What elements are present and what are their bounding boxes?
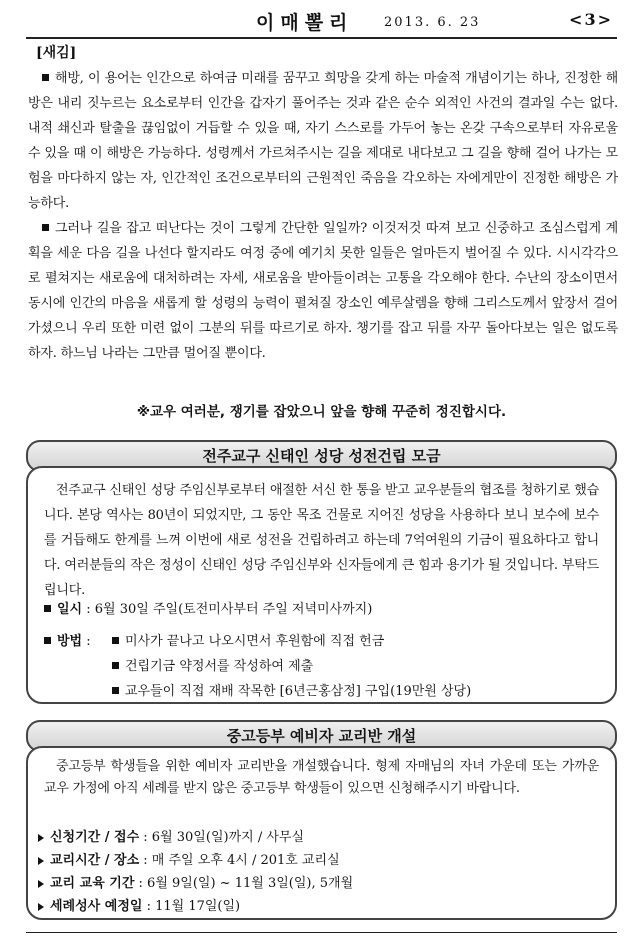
method-item: 미사가 끝나고 나오시면서 후원함에 직접 헌금 <box>112 630 384 649</box>
square-bullet-icon <box>44 637 51 644</box>
header-divider <box>26 37 617 39</box>
newsletter-title: 이매뽈리 <box>256 12 354 34</box>
square-bullet-icon <box>112 687 119 694</box>
square-bullet-icon <box>42 224 49 231</box>
notice2-item: 교리시간 / 장소 : 매 주일 오후 4시 / 201호 교리실 <box>38 849 340 868</box>
page-header <box>26 6 617 36</box>
notice2-title: 중고등부 예비자 교리반 개설 <box>26 720 617 752</box>
square-bullet-icon <box>44 605 51 612</box>
square-bullet-icon <box>112 637 119 644</box>
section-label: [새김] <box>36 45 77 61</box>
notice2-item: 세례성사 예정일 : 11월 17일(일) <box>38 895 240 914</box>
notice2-body: 중고등부 학생들을 위한 예비자 교리반을 개설했습니다. 형제 자매님의 자녀 가운데 또는 가까운 교우 가정에 아직 세례를 받지 않은 중고등부 학생들이 있으면 신청해주시기 바랍니다. <box>44 759 599 796</box>
notice2-item: 신청기간 / 접수 : 6월 30일(일)까지 / 사무실 <box>38 826 304 845</box>
notice1-date-row <box>44 598 372 617</box>
square-bullet-icon <box>42 74 49 81</box>
reflection-paragraph: 해방, 이 용어는 인간으로 하여금 미래를 꿈꾸고 희망을 갖게 하는 마술적 개념이기는 하나, 진정한 해방은 내리 짓누르는 요소로부터 인간을 갑자기 풀어주는 것과 같은 순수 외적인 사건의 결과일 수는 없다. 내적 쇄신과 탈출을 끊임없이 거듭할 수 있을 때, 자기 스스로를 가두어 놓는 온갖 구속으로부터 자유로울 수 있을 때 이 해방은 가능하다. 성령께서 가르쳐주시는 길을 제대로 내다보고 그 길을 향해 걸어 나가는 모험을 마다하지 않는 자, 인간적인 조건으로부터의 근원적인 죽음을 각오하는 자에게만이 진정한 해방은 가능하다. <box>28 71 618 211</box>
method-label: 방법 <box>57 634 83 649</box>
date-label: 일시 <box>57 602 83 617</box>
reflection-paragraph: 그러나 길을 잡고 떠난다는 것이 그렇게 간단한 일일까? 이것저것 따져 보고 신중하고 조심스럽게 계획을 세운 다음 길을 나선다 할지라도 여정 중에 예기치 못한 일들은 얼마든지 벌어질 수 있다. 시시각각으로 펼쳐지는 새로움에 대처하려는 자세, 새로움을 받아들이려는 고통을 각오해야 한다. 수난의 장소이면서 동시에 인간의 마음을 새롭게 할 성령의 능력이 펼쳐질 장소인 예루살렘을 향해 그리스도께서 앞장서 걸어가셨으니 우리 또한 미련 없이 그분의 뒤를 따르기로 하자. 챙기를 잡고 뒤를 자꾸 돌아다보는 일은 없도록 하자. 하느님 나라는 그만큼 멀어질 뿐이다. <box>28 221 618 361</box>
notice1-title: 전주교구 신태인 성당 성전건립 모금 <box>26 440 617 472</box>
notice2-box <box>26 746 617 920</box>
page-number: <3> <box>569 10 613 29</box>
date-value: : 6월 30일 주일(토전미사부터 주일 저녁미사까지) <box>86 602 373 617</box>
issue-date: 2013. 6. 23 <box>384 15 481 30</box>
triangle-bullet-icon <box>38 857 44 865</box>
notice2-item: 교리 교육 기간 : 6월 9일(일) ~ 11월 3일(일), 5개월 <box>38 872 353 891</box>
triangle-bullet-icon <box>38 903 44 911</box>
method-item: 교우들이 직접 재배 작목한 [6년근홍삼정] 구입(19만원 상당) <box>112 680 471 699</box>
notice1-box <box>26 466 617 704</box>
notice1-method-row: 방법 : <box>44 630 91 649</box>
triangle-bullet-icon <box>38 880 44 888</box>
square-bullet-icon <box>112 662 119 669</box>
exhortation-line: ※교우 여러분, 쟁기를 잡았으니 앞을 향해 꾸준히 정진합시다. <box>136 404 507 420</box>
method-item: 건립기금 약정서를 작성하여 제출 <box>112 655 313 674</box>
triangle-bullet-icon <box>38 834 44 842</box>
notice1-body: 전주교구 신태인 성당 주임신부로부터 애절한 서신 한 통을 받고 교우분들의 협조를 청하기로 했습니다. 본당 역사는 80년이 되었지만, 그 동안 목조 건물로 지어진 성당을 사용하다 보니 보수에 보수를 거듭해도 한계를 느껴 이번에 새로 성전을 건립하려고 하는데 7억여원의 기금이 필요하다고 합니다. 여러분들의 작은 정성이 신태인 성당 주임신부와 신자들에게 큰 힘과 용기가 될 것입니다. 부탁드립니다. <box>44 483 599 598</box>
reflection-body <box>28 66 618 366</box>
footer-divider <box>26 932 617 933</box>
